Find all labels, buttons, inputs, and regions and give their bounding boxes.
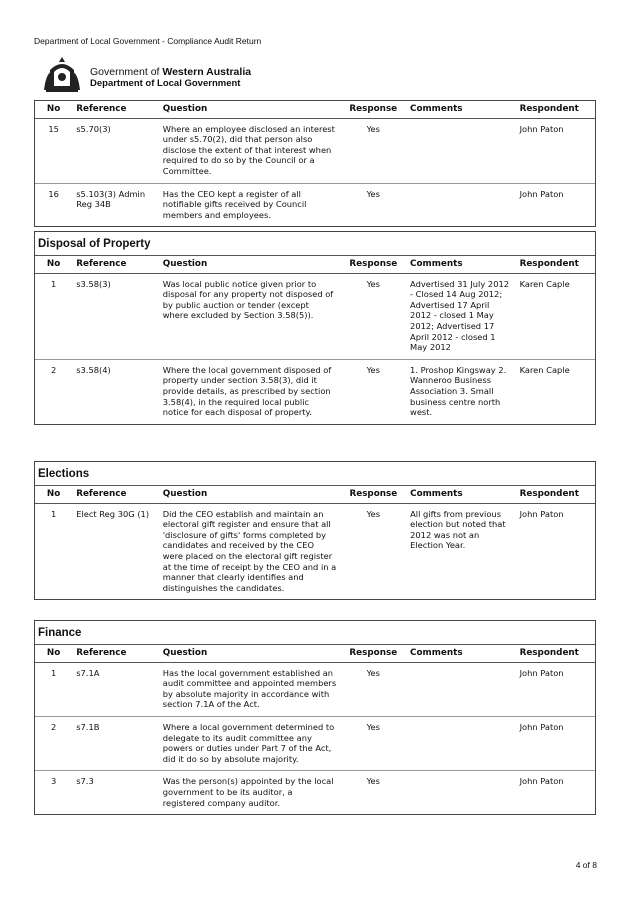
col-reference: Reference xyxy=(72,645,159,662)
row-question: Where a local government determined to delegate to its audit committee any powers or duties under Part 7 of the Act, did it do so by absolute majority. xyxy=(159,716,341,770)
row-reference: s5.103(3) Admin Reg 34B xyxy=(76,188,146,210)
row-respondent: John Paton xyxy=(516,118,595,183)
table-row xyxy=(35,662,595,716)
section-title-disposal: Disposal of Property xyxy=(35,232,595,256)
row-reference: s3.58(3) xyxy=(72,273,159,359)
section-title-elections: Elections xyxy=(35,462,595,486)
row-reference: Elect Reg 30G (1) xyxy=(76,508,150,519)
disposal-table xyxy=(35,256,595,424)
finance-table xyxy=(35,645,595,814)
row-response: Yes xyxy=(341,716,407,770)
row-comments: All gifts from previous election but noted that 2012 was not an Election Year. xyxy=(410,508,506,551)
row-no: 16 xyxy=(48,188,59,199)
row-question: Has the local government established an audit committee and appointed members by absolute majority in accordance with section 7.1A of the Act. xyxy=(159,662,341,716)
row-respondent: John Paton xyxy=(519,508,564,519)
gov-prefix: Government of xyxy=(90,66,163,78)
elections-table xyxy=(35,486,595,599)
elections-section xyxy=(34,461,596,600)
col-question: Question xyxy=(159,256,341,273)
row-comments xyxy=(406,716,516,770)
col-comments: Comments xyxy=(406,486,515,503)
row-reference: s5.70(3) xyxy=(72,118,159,183)
row-comments xyxy=(406,183,516,226)
col-comments: Comments xyxy=(406,645,516,662)
row-respondent: John Paton xyxy=(519,776,564,787)
row-question: Did the CEO establish and maintain an electoral gift register and ensure that all 'disclosure of gifts' forms completed by candidates and received by the CEO were placed on the electoral gift register at the time of receipt by the CEO and in a manner that clearly identifies and distinguishes the candidates. xyxy=(162,508,337,593)
table-row xyxy=(35,716,595,770)
row-response: Yes xyxy=(341,118,407,183)
row-question: Where the local government disposed of property under section 3.58(3), did it provide details, as prescribed by section 3.58(4), in the required local public notice for each disposal of property. xyxy=(162,364,332,418)
row-no: 1 xyxy=(35,273,72,359)
col-reference: Reference xyxy=(72,486,159,503)
document-header: Department of Local Government - Compliance Audit Return xyxy=(34,36,262,46)
gov-state: Western Australia xyxy=(162,66,252,78)
row-no: 1 xyxy=(50,508,57,519)
row-respondent: John Paton xyxy=(516,716,595,770)
continued-section xyxy=(34,100,596,227)
row-no: 15 xyxy=(35,118,72,183)
col-response: Response xyxy=(341,101,407,118)
row-respondent: Karen Caple xyxy=(516,273,595,359)
wa-crest-logo xyxy=(40,56,84,94)
row-response: Yes xyxy=(341,662,407,716)
col-response: Response xyxy=(341,256,407,273)
table-row xyxy=(35,118,595,183)
row-respondent: John Paton xyxy=(516,662,595,716)
row-comments: 1. Proshop Kingsway 2. Wanneroo Business Association 3. Small business centre north west. xyxy=(410,364,507,418)
row-comments: Advertised 31 July 2012 - Closed 14 Aug 2012; Advertised 17 April 2012 - closed 1 May 2012; Advertised 17 April 2012 - closed 1 May 2012 xyxy=(406,273,516,359)
col-respondent: Respondent xyxy=(516,101,595,118)
col-question: Question xyxy=(159,101,341,118)
table-row xyxy=(35,359,595,423)
col-respondent: Respondent xyxy=(516,256,595,273)
row-reference: s7.1A xyxy=(72,662,159,716)
row-response: Yes xyxy=(366,364,380,375)
row-response: Yes xyxy=(366,508,381,519)
col-question: Question xyxy=(159,486,341,503)
row-reference: s3.58(4) xyxy=(76,364,111,375)
table-header-row xyxy=(35,486,595,503)
row-response: Yes xyxy=(341,273,407,359)
row-question: Has the CEO kept a register of all notifiable gifts received by Council members and employees. xyxy=(162,188,307,220)
col-no: No xyxy=(35,256,72,273)
row-reference: s7.1B xyxy=(72,716,159,770)
table-header-row xyxy=(35,256,595,273)
row-no: 2 xyxy=(50,364,57,375)
row-respondent: Karen Caple xyxy=(519,364,570,375)
row-response: Yes xyxy=(366,188,380,199)
row-no: 1 xyxy=(35,662,72,716)
row-question: Was the person(s) appointed by the local government to be its auditor, a registered company auditor. xyxy=(162,776,334,808)
disposal-section xyxy=(34,231,596,425)
row-no: 3 xyxy=(50,776,57,787)
col-response: Response xyxy=(341,486,407,503)
row-question: Where an employee disclosed an interest under s5.70(2), did that person also disclose the extent of that interest when required to do so by the Council or a Committee. xyxy=(159,118,341,183)
dept-name: Department of Local Government xyxy=(90,78,241,89)
row-no: 2 xyxy=(35,716,72,770)
page-number: 4 of 8 xyxy=(575,860,597,870)
row-response: Yes xyxy=(366,776,380,787)
col-reference: Reference xyxy=(72,101,159,118)
government-title xyxy=(90,67,251,89)
row-comments xyxy=(406,662,516,716)
table-header-row xyxy=(35,101,595,118)
finance-section xyxy=(34,620,596,815)
row-comments xyxy=(406,771,516,814)
table-row xyxy=(35,503,595,599)
col-no: No xyxy=(35,645,72,662)
table-row xyxy=(35,183,595,226)
col-question: Question xyxy=(159,645,341,662)
col-comments: Comments xyxy=(406,101,516,118)
row-question: Was local public notice given prior to disposal for any property not disposed of by public auction or tender (except where excluded by Section 3.58(5)). xyxy=(159,273,341,359)
col-respondent: Respondent xyxy=(516,645,595,662)
col-no: No xyxy=(35,101,72,118)
col-respondent: Respondent xyxy=(516,486,595,503)
row-reference: s7.3 xyxy=(76,776,94,787)
section-title-finance: Finance xyxy=(35,621,595,645)
table-row xyxy=(35,771,595,814)
col-response: Response xyxy=(341,645,407,662)
table-header-row xyxy=(35,645,595,662)
col-no: No xyxy=(35,486,72,503)
col-comments: Comments xyxy=(406,256,516,273)
continued-table xyxy=(35,101,595,226)
table-row xyxy=(35,273,595,359)
row-comments xyxy=(406,118,516,183)
row-respondent: John Paton xyxy=(519,188,564,199)
col-reference: Reference xyxy=(72,256,159,273)
